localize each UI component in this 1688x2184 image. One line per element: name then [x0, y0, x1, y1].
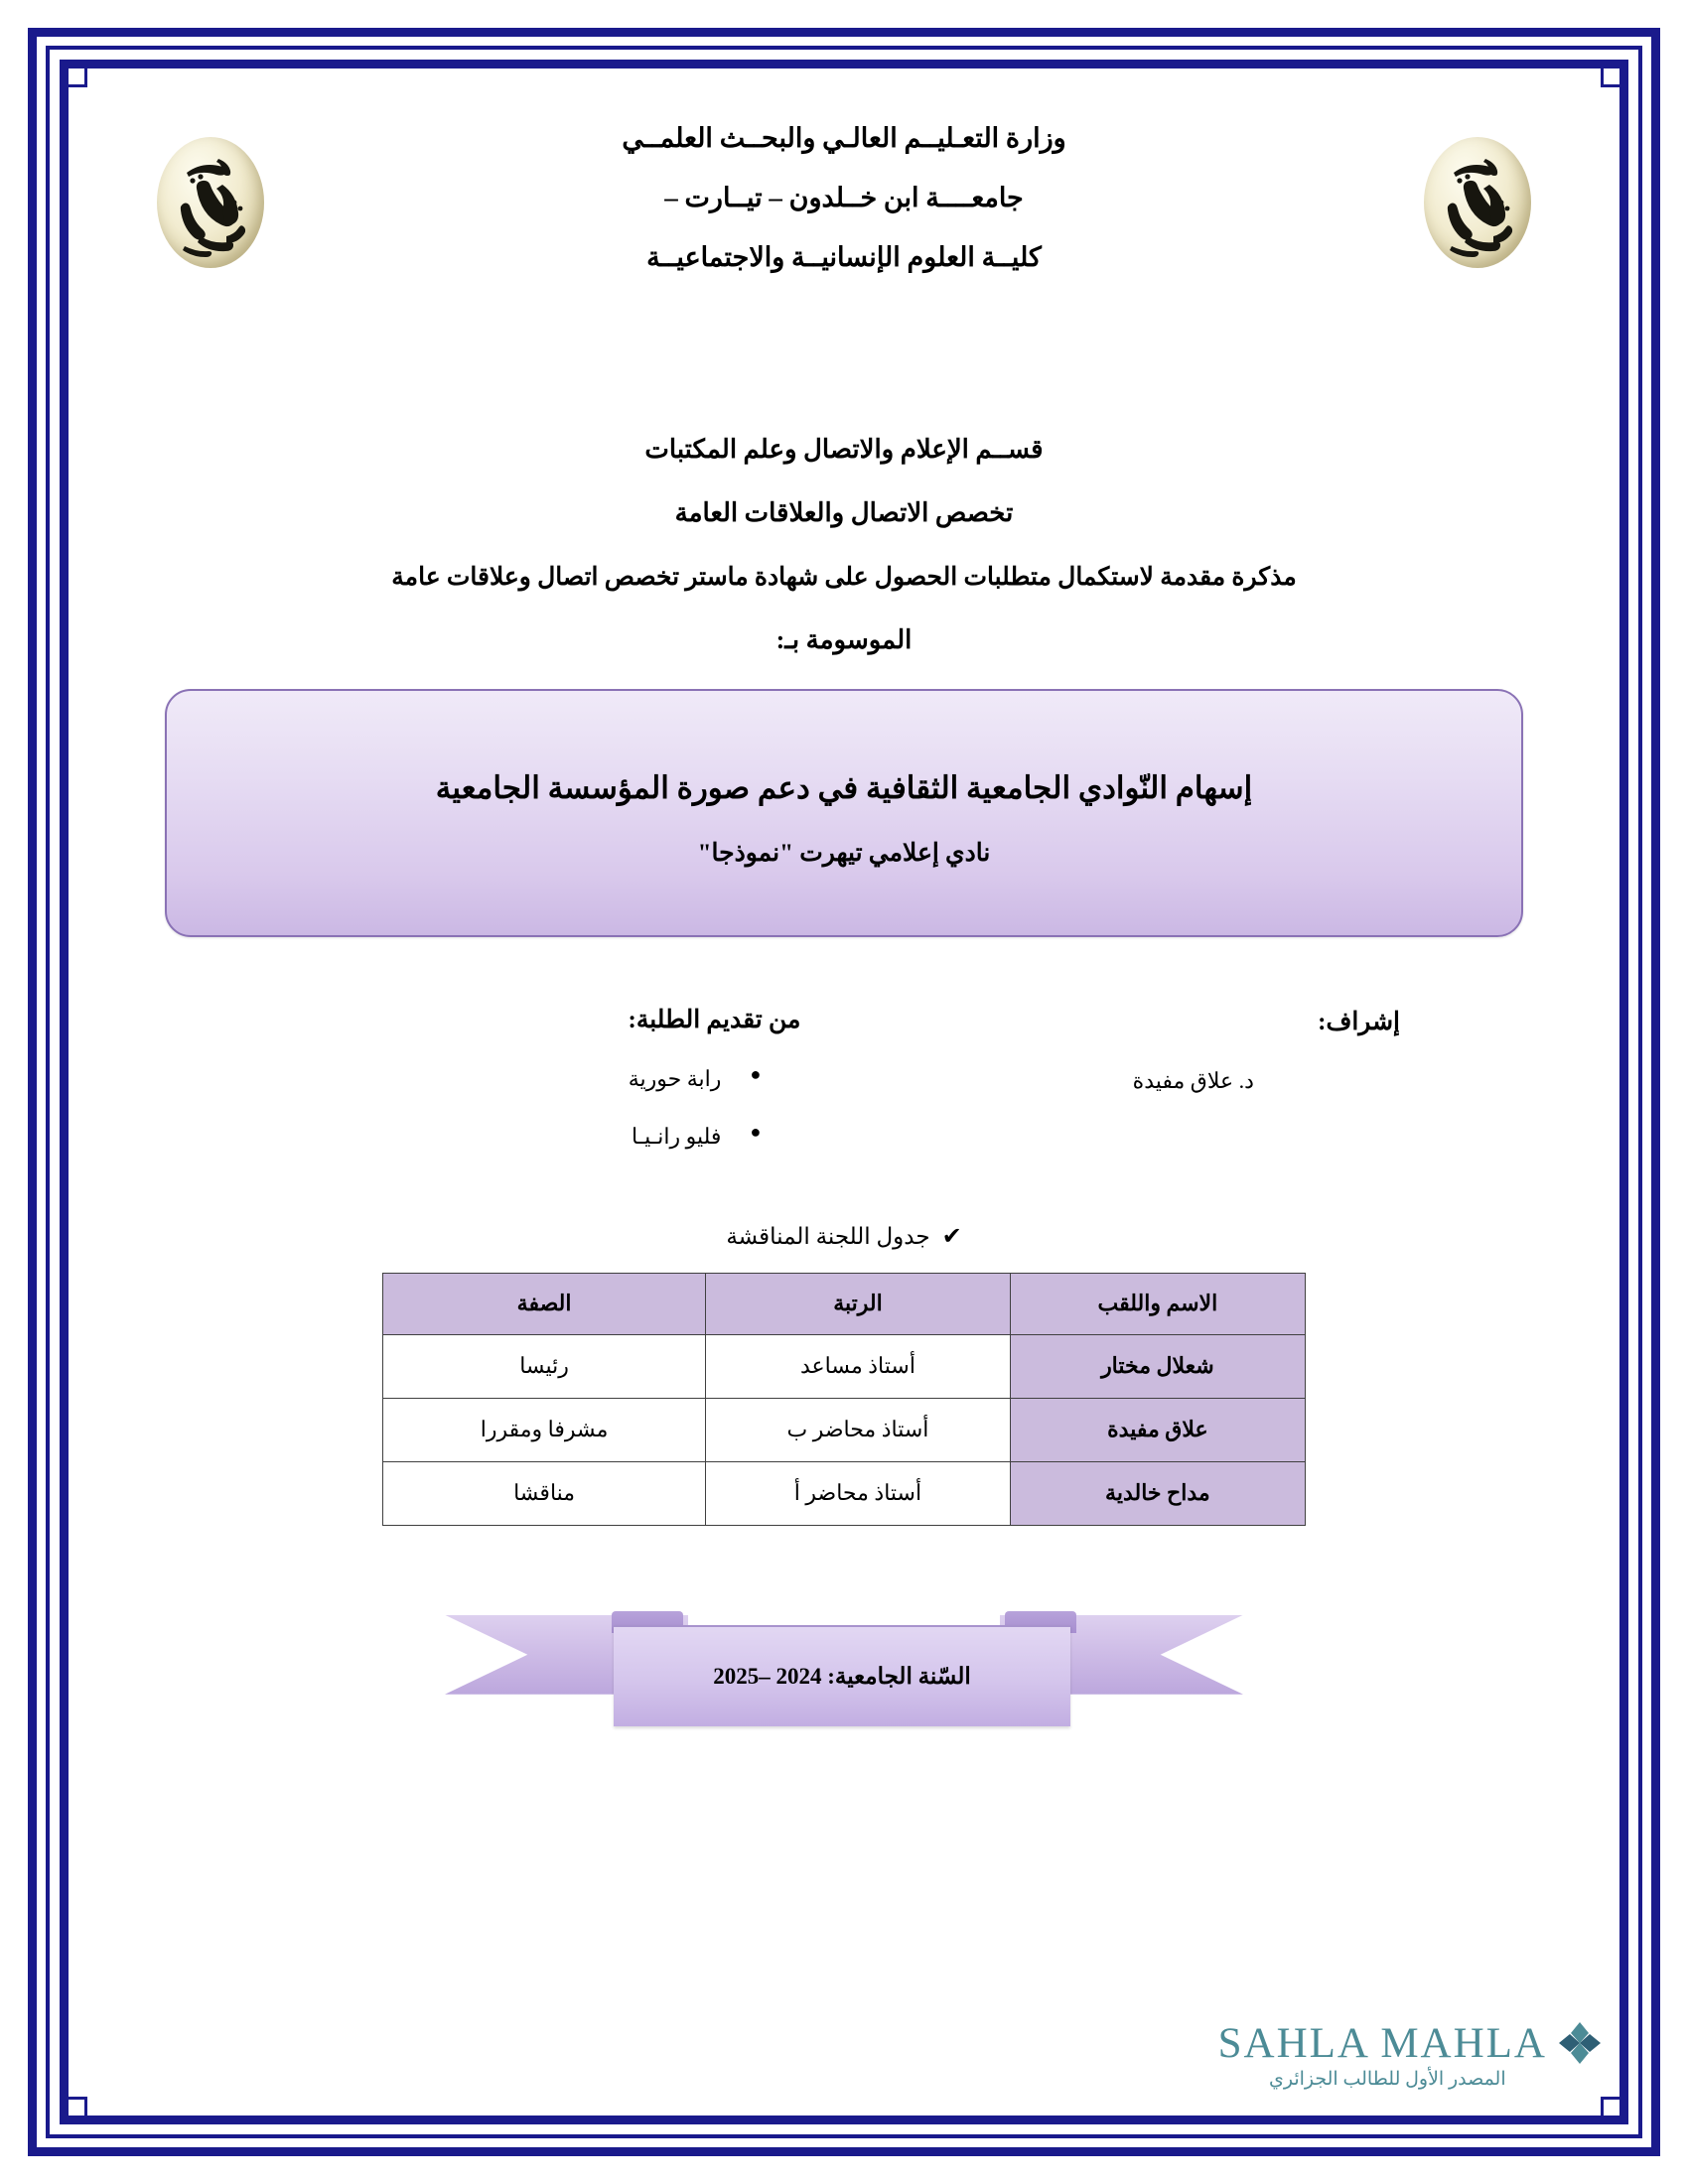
students-heading: من تقديم الطلبة: [628, 1007, 801, 1033]
tagged-label: الموسومة بـ: [775, 625, 913, 654]
jury-table-heading [149, 1222, 1539, 1251]
sahla-mahla-watermark [1218, 2020, 1603, 2089]
university-line: جامعــــة ابن خــلدون – تيــارت – [664, 183, 1024, 212]
submission-statement: مذكرة مقدمة لاستكمال متطلبات الحصول على شهادة ماستر تخصص اتصال وعلاقات عامة [391, 564, 1297, 591]
academic-year-text: السّنة الجامعية: 2024 –2025 [713, 1663, 971, 1689]
diamond-emblem-icon [1557, 2020, 1603, 2066]
thesis-title-main: إسهام النّوادي الجامعية الثقافية في دعم صورة المؤسسة الجامعية [435, 770, 1253, 805]
thesis-title-box [165, 689, 1523, 937]
table-row [383, 1398, 1306, 1461]
table-row [383, 1334, 1306, 1398]
department-line: قســم الإعلام والاتصال وعلم المكتبات [644, 435, 1044, 464]
column-header-name: الاسم واللقب [1010, 1273, 1305, 1334]
students-column [189, 1005, 800, 1182]
checkmark-icon: ✔ [941, 1223, 962, 1250]
jury-member-role: مناقشا [383, 1461, 706, 1525]
table-row [383, 1461, 1306, 1525]
jury-heading-label: جدول اللجنة المناقشة [726, 1223, 930, 1249]
ribbon-center-panel [614, 1625, 1070, 1726]
faculty-line: كليــة العلوم الإنسانيــة والاجتماعيــة [646, 242, 1042, 272]
jury-member-rank: أستاذ مساعد [706, 1334, 1011, 1398]
jury-member-rank: أستاذ محاضر ب [706, 1398, 1011, 1461]
supervisor-heading: إشراف: [1318, 1009, 1400, 1035]
authors-section [149, 1005, 1539, 1182]
supervisor-name: د. علاق مفيدة [1132, 1068, 1254, 1093]
cover-page-content [79, 79, 1609, 2105]
ribbon-shape [496, 1597, 1192, 1701]
watermark-brand-row [1218, 2020, 1603, 2066]
jury-member-name: مداح خالدية [1010, 1461, 1305, 1525]
institution-header [149, 107, 1539, 435]
supervisor-column [908, 1005, 1519, 1182]
academic-year-banner [149, 1597, 1539, 1726]
jury-member-role: رئيسا [383, 1334, 706, 1398]
jury-committee-table [382, 1273, 1306, 1526]
jury-member-name: علاق مفيدة [1010, 1398, 1305, 1461]
table-header-row [383, 1273, 1306, 1334]
list-item: ● رابة حورية [189, 1066, 761, 1092]
column-header-role: الصفة [383, 1273, 706, 1334]
institution-lines [149, 107, 1539, 271]
university-seal-icon-left [157, 137, 264, 268]
university-seal-icon-right [1424, 137, 1531, 268]
column-header-rank: الرتبة [706, 1273, 1011, 1334]
ministry-line: وزارة التعـليــم العالـي والبحــث العلمــي [622, 123, 1066, 153]
watermark-brand-text: SAHLA MAHLA [1217, 2019, 1547, 2067]
jury-member-name: شعلال مختار [1010, 1334, 1305, 1398]
student-name-list [189, 1066, 800, 1151]
jury-member-role: مشرفا ومقررا [383, 1398, 706, 1461]
thesis-title-subtitle: نادي إعلامي تيهرت "نموذجا" [697, 840, 991, 868]
specialization-line: تخصص الاتصال والعلاقات العامة [674, 498, 1014, 527]
list-item: ● فليو رانـيـا [189, 1124, 761, 1150]
watermark-tagline: المصدر الأول للطالب الجزائري [1268, 2069, 1506, 2090]
jury-member-rank: أستاذ محاضر أ [706, 1461, 1011, 1525]
